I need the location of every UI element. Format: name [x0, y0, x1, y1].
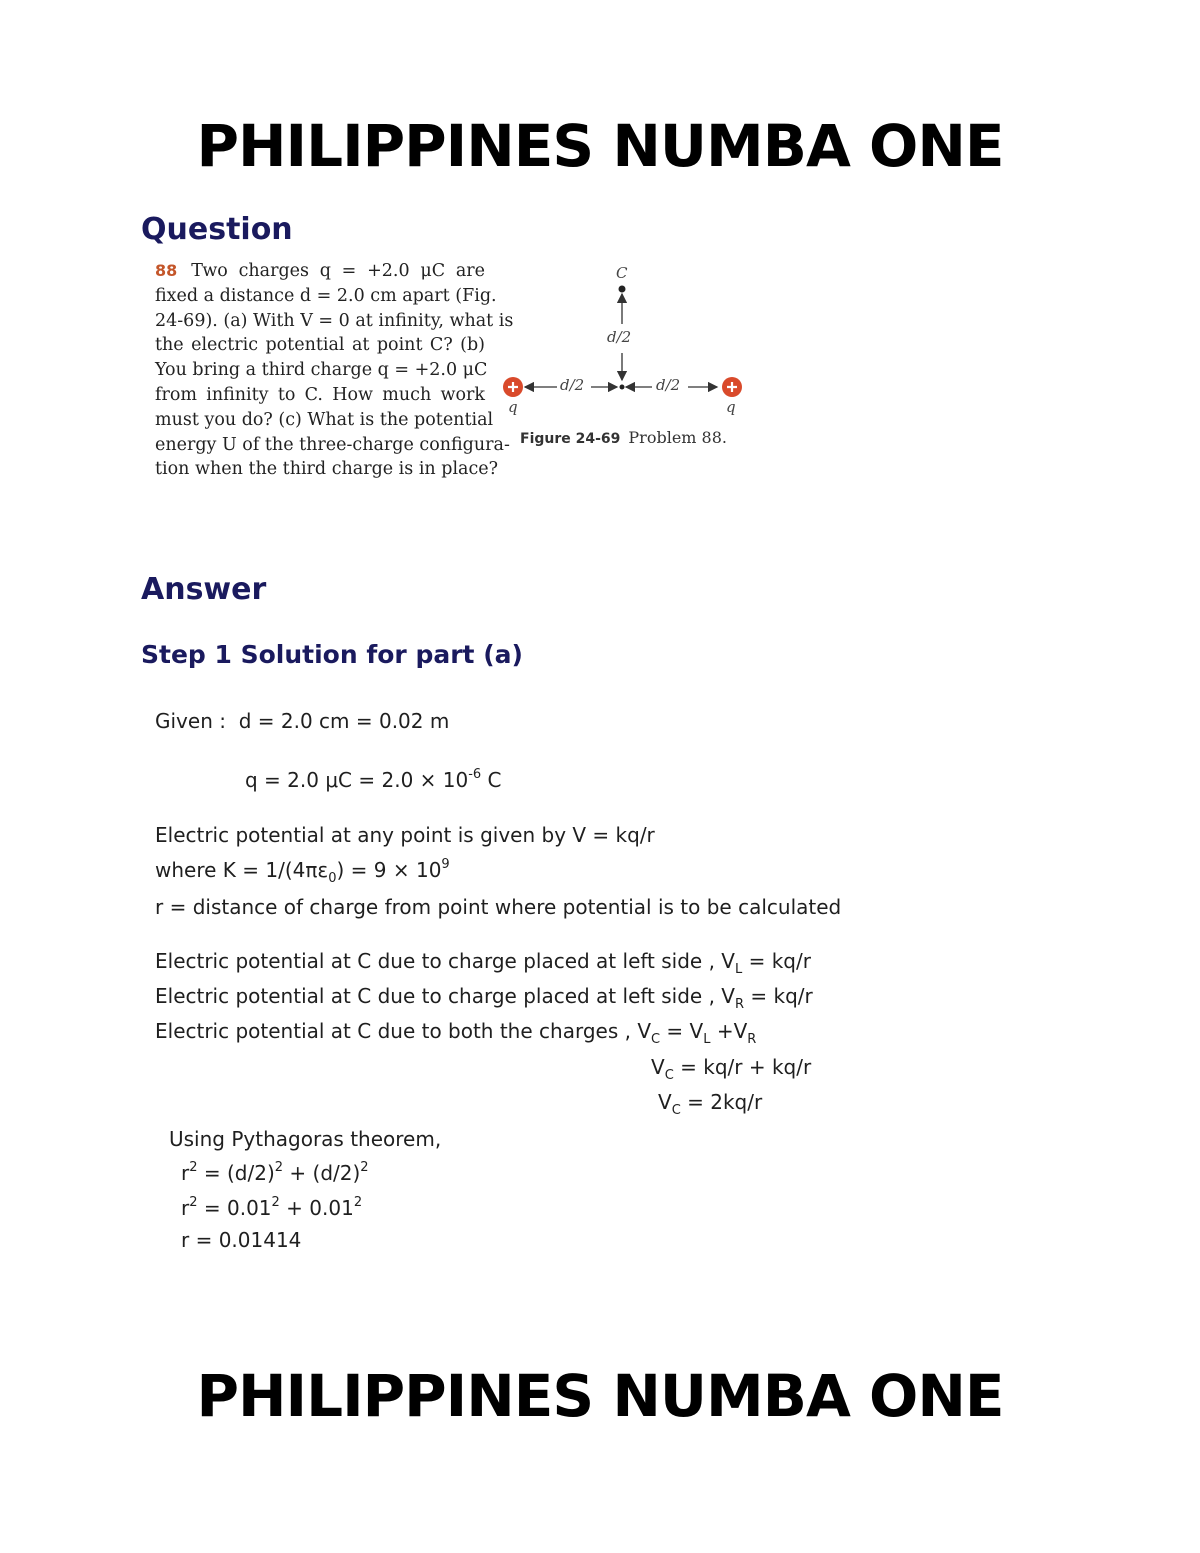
vl-line: Electric potential at C due to charge placed at left side , $V_L = kq/r$ — [155, 949, 811, 977]
k-definition: where $K = 1/(4\pi\varepsilon_0) = 9 \times 10^9$ — [155, 857, 450, 886]
problem-line: fixed a distance d = 2.0 cm apart (Fig. — [155, 285, 497, 306]
left-distance-label: d/2 — [560, 376, 585, 394]
banner-bottom: PHILIPPINES NUMBA ONE — [196, 1362, 1004, 1430]
given-q-line: q = 2.0 $\mu C = 2.0 \times 10^{-6}$ C — [245, 767, 502, 792]
potential-formula: Electric potential at any point is given by V = kq/r — [155, 823, 655, 847]
problem-line: 24-69). (a) With V = 0 at infinity, what is — [155, 310, 514, 331]
vc-sum-line: $V_C = kq/r + kq/r$ — [651, 1055, 812, 1083]
pythagoras-line-2: $r^2 = 0.01^2 + 0.01^2$ — [181, 1195, 363, 1220]
problem-line: 88 Two charges q = +2.0 μC are — [155, 261, 485, 281]
given-d-line: Given : d = 2.0 cm = 0.02 m — [155, 709, 450, 733]
vertical-distance-label: d/2 — [607, 328, 632, 346]
answer-heading: Answer — [141, 572, 267, 607]
left-charge-icon — [503, 377, 523, 397]
problem-number: 88 — [155, 261, 178, 280]
problem-line: the electric potential at point C? (b) — [155, 335, 485, 356]
vr-line: Electric potential at C due to charge placed at left side , $V_R = kq/r$ — [155, 984, 813, 1012]
pythagoras-line-1: $r^2 = (d/2)^2 + (d/2)^2$ — [181, 1160, 369, 1185]
right-charge-icon — [722, 377, 742, 397]
vc-line: Electric potential at C due to both the charges , $V_C = V_L +V_R$ — [155, 1019, 757, 1047]
left-charge-label: q — [508, 398, 518, 416]
point-c-dot — [619, 286, 626, 293]
step1-heading: Step 1 Solution for part (a) — [141, 640, 523, 669]
right-charge-label: q — [726, 398, 736, 416]
question-heading: Question — [141, 212, 293, 247]
problem-line: energy U of the three-charge configura- — [155, 434, 510, 455]
pythagoras-intro: Using Pythagoras theorem, — [169, 1127, 442, 1151]
problem-line: You bring a third charge q = +2.0 μC — [155, 360, 488, 381]
problem-text — [155, 259, 514, 482]
problem-line: from infinity to C. How much work — [155, 384, 485, 405]
problem-line: must you do? (c) What is the potential — [155, 409, 494, 430]
problem-line: tion when the third charge is in place? — [155, 459, 499, 480]
banner-top: PHILIPPINES NUMBA ONE — [196, 112, 1004, 180]
right-distance-label: d/2 — [656, 376, 681, 394]
figure-24-69 — [495, 258, 755, 458]
vc-result-line: $V_C = 2kq/r$ — [658, 1090, 763, 1118]
figure-caption: Figure 24-69 Problem 88. — [520, 428, 727, 447]
midpoint-dot — [620, 385, 625, 390]
pythagoras-line-3: r = 0.01414 — [181, 1228, 302, 1252]
point-c-label: C — [616, 264, 628, 282]
r-definition: r = distance of charge from point where potential is to be calculated — [155, 895, 842, 919]
